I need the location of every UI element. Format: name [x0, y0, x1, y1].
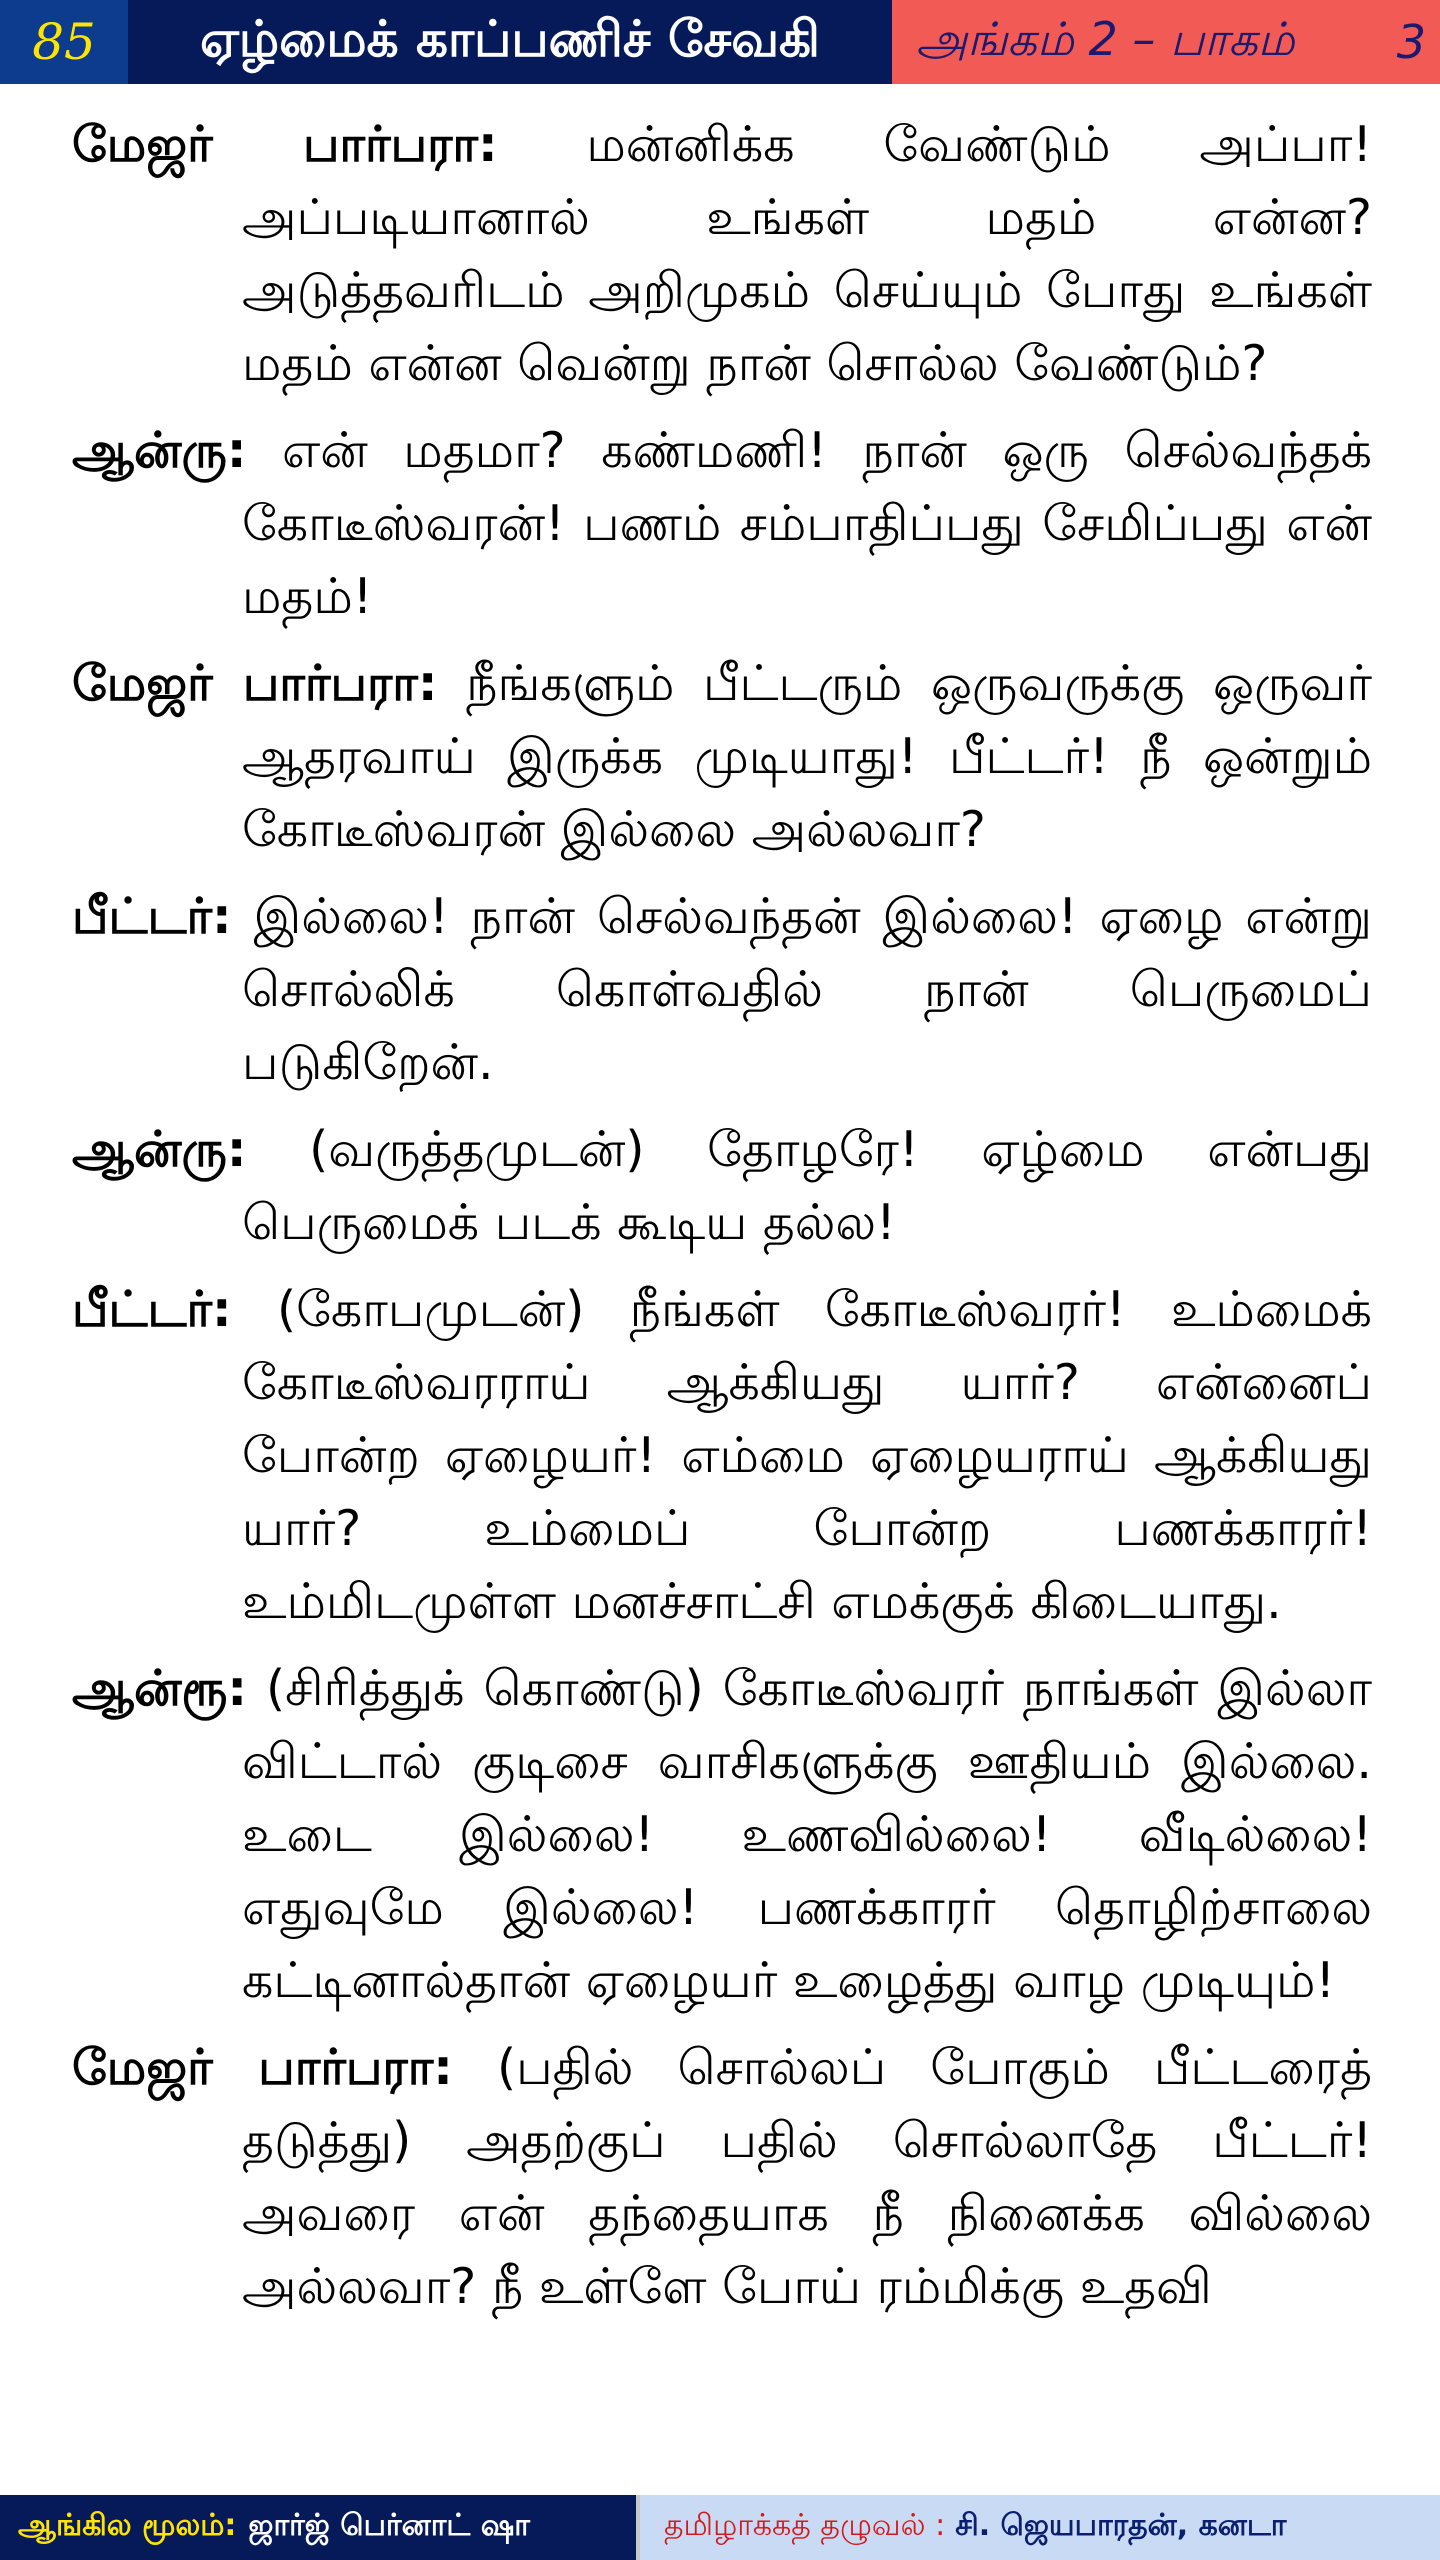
book-title: ஏழ்மைக் காப்பணிச் சேவகி	[128, 0, 892, 84]
speech-6	[72, 1273, 1372, 1638]
translator-name: சி. ஜெயபாரதன், கனடா	[955, 2508, 1287, 2543]
speech-7	[72, 1652, 1372, 2017]
source-label: ஆங்கில மூலம்:	[18, 2508, 237, 2543]
speaker-name: மேஜர் பார்பரா:	[72, 116, 498, 173]
speech-text: இல்லை! நான் செல்வந்தன் இல்லை! ஏழை என்று சொல்லிக் கொள்வதில் நான் பெருமைப் படுகிறேன்.	[242, 888, 1372, 1091]
speech-text: மன்னிக்க வேண்டும் அப்பா! அப்படியானால் உங்கள் மதம் என்ன? அடுத்தவரிடம் அறிமுகம் செய்யும் போது உங்கள் மதம் என்ன வென்று நான் சொல்ல வேண்டும்?	[242, 116, 1372, 392]
speaker-name: மேஜர் பார்பரா:	[72, 655, 438, 712]
translation-credit	[640, 2495, 1440, 2560]
speech-3	[72, 647, 1372, 866]
speaker-name: பீட்டர்:	[72, 888, 232, 945]
speaker-name: ஆன்ரூ:	[72, 1660, 248, 1717]
source-credit	[0, 2495, 640, 2560]
act-label: அங்கம் 2 – பாகம்	[916, 11, 1295, 66]
speaker-name: மேஜர் பார்பரா:	[72, 2039, 453, 2096]
source-author: ஜார்ஜ் பெர்னாட் ஷா	[248, 2508, 530, 2543]
page-number: 85	[0, 0, 128, 84]
translation-label: தமிழாக்கத் தழுவல் :	[664, 2508, 946, 2543]
speech-text: (கோபமுடன்) நீங்கள் கோடீஸ்வரர்! உம்மைக் கோடீஸ்வரராய் ஆக்கியது யார்? என்னைப் போன்ற ஏழையர்! எம்மை ஏழையராய் ஆக்கியது யார்? உம்மைப் போன்ற பணக்காரர்! உம்மிடமுள்ள மனச்சாட்சி எமக்குக் கிடையாது.	[242, 1281, 1373, 1630]
speaker-name: ஆன்ரு:	[72, 1121, 247, 1178]
speech-4	[72, 880, 1372, 1099]
part-number: 3	[1396, 15, 1426, 69]
page-footer	[0, 2495, 1440, 2560]
speech-text: நீங்களும் பீட்டரும் ஒருவருக்கு ஒருவர் ஆதரவாய் இருக்க முடியாது! பீட்டர்! நீ ஒன்றும் கோடீஸ்வரன் இல்லை அல்லவா?	[242, 655, 1372, 858]
speech-2	[72, 414, 1372, 633]
speech-text: என் மதமா? கண்மணி! நான் ஒரு செல்வந்தக் கோடீஸ்வரன்! பணம் சம்பாதிப்பது சேமிப்பது என் மதம்!	[242, 422, 1373, 625]
page-header	[0, 0, 1440, 84]
speaker-name: ஆன்ரு:	[72, 422, 247, 479]
act-part-label	[892, 0, 1440, 84]
speech-5	[72, 1113, 1372, 1259]
speech-1	[72, 108, 1372, 400]
speech-text: (வருத்தமுடன்) தோழரே! ஏழ்மை என்பது பெருமைக் படக் கூடிய தல்ல!	[242, 1121, 1373, 1251]
dialogue-body	[72, 108, 1372, 2337]
speaker-name: பீட்டர்:	[72, 1281, 232, 1338]
speech-8	[72, 2031, 1372, 2323]
speech-text: (பதில் சொல்லப் போகும் பீட்டரைத் தடுத்து) அதற்குப் பதில் சொல்லாதே பீட்டர்! அவரை என் தந்தையாக நீ நினைக்க வில்லை அல்லவா? நீ உள்ளே போய் ரம்மிக்கு உதவி	[242, 2039, 1372, 2315]
speech-text: (சிரித்துக் கொண்டு) கோடீஸ்வரர் நாங்கள் இல்லா விட்டால் குடிசை வாசிகளுக்கு ஊதியம் இல்லை. உடை இல்லை! உணவில்லை! வீடில்லை! எதுவுமே இல்லை! பணக்காரர் தொழிற்சாலை கட்டினால்தான் ஏழையர் உழைத்து வாழ முடியும்!	[242, 1660, 1373, 2009]
